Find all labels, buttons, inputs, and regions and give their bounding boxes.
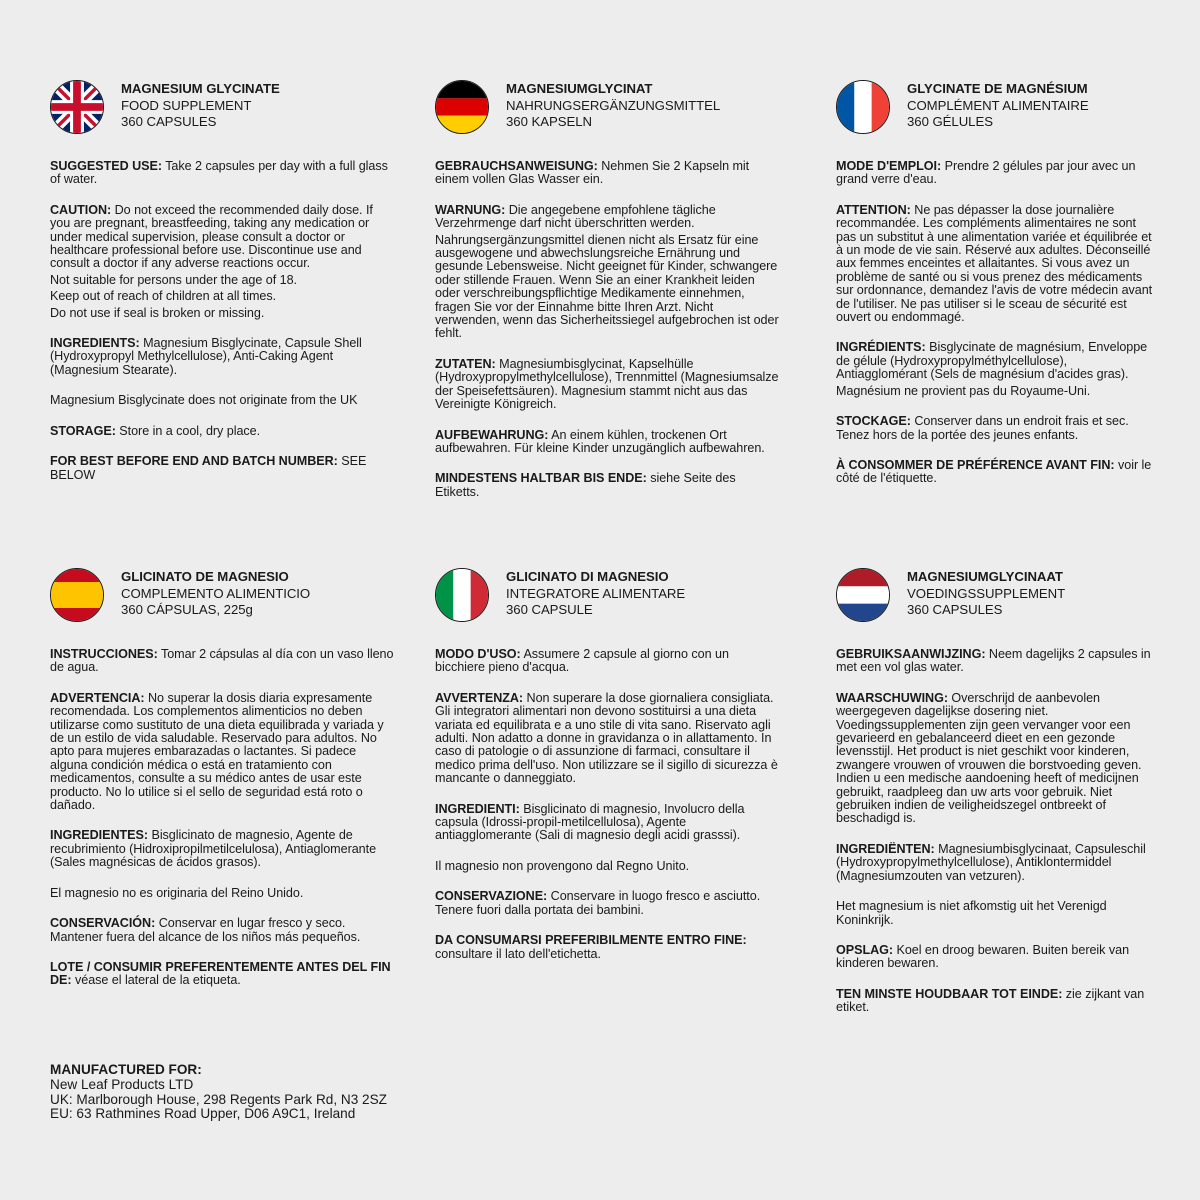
best-before-text: voir le côté de l'étiquette. [836,457,1152,486]
ingredients-label: INGREDIENTES: [50,828,149,843]
warning-section [836,692,1156,826]
germany-flag-icon [435,80,489,134]
storage-section [50,425,395,438]
usage-section [50,648,395,675]
origin-section [50,394,395,407]
best-before-section [50,455,395,482]
caution-seal-note: Do not use if seal is broken or missing. [50,305,265,320]
ingredients-label: INGREDIENTS: [50,336,140,351]
ingredients-label: INGREDIENTI: [435,801,520,816]
caution-label: CAUTION: [50,202,112,217]
storage-label: CONSERVAZIONE: [435,889,548,904]
best-before-label: FOR BEST BEFORE END AND BATCH NUMBER: [50,454,338,469]
ingredients-section [836,341,1156,398]
origin-section [836,900,1156,927]
warning-text-continued: Nahrungsergänzungsmittel dienen nicht als Ersatz für eine ausgewogene und abwechslungsreiche Ernährung und gesunde Lebensweise. Nicht geeignet für Kinder, schwangere oder stillende Frauen. Wenn Sie an einer Krankheit leiden oder verschreibungspflichtige Medikamente einnehmen, fragen Sie vor der Einnahme bitte Ihren Arzt. Nicht verwenden, wenn das Sicherheitssiegel aufgebrochen ist oder fehlt. [435,232,779,341]
usage-text: Nehmen Sie 2 Kapseln mit einem vollen Glas Wasser ein. [435,159,750,187]
product-quantity: 360 CAPSULES [121,114,217,129]
storage-text: Conserver dans un endroit frais et sec. Tenez hors de la portée des jeunes enfants. [836,414,1129,442]
ingredients-section [836,843,1156,883]
origin-section [435,860,780,873]
italy-flag-icon [435,568,489,622]
warning-text: Overschrijd de aanbevolen weergegeven dagelijkse dosering niet. Voedingssupplementen zijn geen vervanger voor een gevarieerd en gebalanceerd dieet en een gezonde levensstijl. Het product is niet geschikt voor kinderen, zwangere vrouwen of vrouwen die borstvoeding geven. Indien u een medische aandoening heeft of medicijnen gebruikt, raadpleeg dan uw arts voor gebruik. Niet gebruiken indien de veiligheidszegel ontbreekt of beschadigd is. [836,690,1142,826]
warning-label: WAARSCHUWING: [836,690,948,705]
product-type: NAHRUNGSERGÄNZUNGSMITTEL [506,97,721,113]
best-before-text: SEE BELOW [50,454,367,482]
ingredients-label: ZUTATEN: [435,356,496,371]
best-before-label: MINDESTENS HALTBAR BIS ENDE: [435,471,647,486]
storage-text: Store in a cool, dry place. [115,423,261,438]
storage-text: Conservar en lugar fresco y seco. Mantener fuera del alcance de los niños más pequeños. [50,916,361,944]
storage-label: CONSERVACIÓN: [50,916,156,931]
product-title: GLICINATO DE MAGNESIO [121,569,289,584]
caution-age-note: Not suitable for persons under the age of 18. [50,272,297,287]
usage-label: INSTRUCCIONES: [50,647,158,661]
storage-section [435,890,780,917]
warning-label: WARNUNG: [435,202,506,217]
storage-section [836,415,1156,442]
warning-section [836,204,1156,325]
ingredients-label: INGREDIËNTEN: [836,841,935,856]
best-before-text: zie zijkant van etiket. [836,986,1145,1015]
origin-text: Magnésium ne provient pas du Royaume-Uni. [836,383,1091,398]
usage-text: Take 2 capsules per day with a full glass of water. [50,159,388,187]
product-title: MAGNESIUMGLYCINAT [506,81,653,96]
best-before-label: DA CONSUMARSI PREFERIBILMENTE ENTRO FINE: [435,933,747,948]
ingredients-section [435,358,780,412]
panel-spanish [50,568,395,1005]
warning-label: ADVERTENCIA: [50,690,145,705]
best-before-section [50,961,395,988]
product-title: GLYCINATE DE MAGNÉSIUM [907,81,1088,96]
usage-section [836,160,1156,187]
usage-label: GEBRUIKSAANWIJZING: [836,647,986,661]
best-before-section [435,472,780,499]
ingredients-text: Bisglicinato di magnesio, Involucro della capsula (Idrossi-propil-metilcellulosa), Agente antiagglomerante (Sali di magnesio degli acidi grasssi). [435,801,745,843]
product-type: FOOD SUPPLEMENT [121,97,252,113]
panel-header [50,80,395,138]
warning-section [435,692,780,786]
product-quantity: 360 GÉLULES [907,114,993,129]
best-before-label: À CONSOMMER DE PRÉFÉRENCE AVANT FIN: [836,457,1115,472]
uk-flag-icon [50,80,104,134]
caution-text: Do not exceed the recommended daily dose. If you are pregnant, breastfeeding, taking any medication or under medical supervision, please consult a doctor or healthcare professional before use. Discontinue use and consult a doctor if any adverse reactions occur. [50,202,373,271]
panel-german [435,80,780,516]
storage-section [836,944,1156,971]
usage-section [836,648,1156,675]
best-before-section [836,988,1156,1015]
netherlands-flag-icon [836,568,890,622]
caution-section [50,204,395,320]
origin-text: Het magnesium is niet afkomstig uit het Verenigd Koninkrijk. [836,899,1107,927]
ingredients-text: Magnesium Bisglycinate, Capsule Shell (Hydroxypropyl Methylcellulose), Anti-Caking Agent (Magnesium Stearate). [50,336,362,377]
product-type: INTEGRATORE ALIMENTARE [506,585,686,601]
origin-section [50,887,395,900]
panel-header [50,568,395,626]
best-before-text: véase el lateral de la etiqueta. [71,973,241,988]
panel-dutch [836,568,1156,1032]
best-before-text: consultare il lato dell'etichetta. [435,946,601,961]
panel-italian [435,568,780,978]
caution-children-note: Keep out of reach of children at all times. [50,289,277,304]
best-before-label: TEN MINSTE HOUDBAAR TOT EINDE: [836,986,1063,1001]
origin-text: El magnesio no es originaria del Reino Unido. [50,885,304,900]
manufacturer-block [50,1063,387,1122]
product-title: MAGNESIUM GLYCINATE [121,81,280,96]
warning-text: No superar la dosis diaria expresamente recomendada. Los complementos alimenticios no deben utilizarse como sustituto de una dieta equilibrada y variada y de un estilo de vida saludable. Reservado para adultos. No apto para mujeres embarazadas o lactantes. Si padece alguna condición médica o está en tratamiento con medicamentos, consulte a su médico antes de usar este producto. No lo utilice si el sello de seguridad está roto o dañado. [50,690,384,813]
best-before-section [435,934,780,961]
product-quantity: 360 CAPSULE [506,602,593,617]
storage-label: STOCKAGE: [836,414,911,429]
storage-text: Koel en droog bewaren. Buiten bereik van kinderen bewaren. [836,942,1130,971]
panel-english [50,80,395,499]
warning-label: ATTENTION: [836,202,911,217]
usage-label: MODE D'EMPLOI: [836,159,942,173]
ingredients-label: INGRÉDIENTS: [836,340,926,355]
storage-label: OPSLAG: [836,942,894,957]
france-flag-icon [836,80,890,134]
product-title: MAGNESIUMGLYCINAAT [907,569,1063,584]
warning-section [50,692,395,813]
usage-text: Tomar 2 cápsulas al día con un vaso lleno de agua. [50,647,394,675]
usage-text: Assumere 2 capsule al giorno con un bicchiere pieno d'acqua. [435,647,729,675]
panel-header [435,568,780,626]
product-quantity: 360 CAPSULES [907,602,1003,617]
ingredients-section [50,337,395,377]
best-before-text: siehe Seite des Etiketts. [435,471,736,499]
ingredients-text: Bisglicinato de magnesio, Agente de recubrimiento (Hidroxipropilmetilcelulosa), Antiaglomerante (Sales magnésicas de ácidos grasos). [50,828,377,870]
usage-section [435,160,780,187]
manufacturer-label: MANUFACTURED FOR: [50,1062,202,1077]
usage-label: SUGGESTED USE: [50,159,162,173]
usage-section [50,160,395,187]
warning-text: Ne pas dépasser la dose journalière recommandée. Les compléments alimentaires ne sont pas un substitut à une alimentation variée et équilibrée et à un mode de vie sain. Réservé aux adultes. Déconseillé aux femmes enceintes et allaitantes. Si vous avez un problème de santé ou si vous prenez des médicaments sur ordonnance, demandez l'avis de votre médecin avant de l'utiliser. Ne pas utiliser si le sceau de sécurité est ouvert ou endommagé. [836,202,1153,325]
manufacturer-uk-address: UK: Marlborough House, 298 Regents Park Rd, N3 2SZ [50,1091,387,1107]
product-type: COMPLEMENTO ALIMENTICIO [121,585,311,601]
storage-section [435,429,780,456]
warning-section [435,204,780,341]
warning-text: Non superare la dose giornaliera consigliata. Gli integratori alimentari non devono sostituirsi a una dieta variata ed equilibrata e a uno stile di vita sano. Riservato agli adulti. Non adatto a donne in gravidanza o in allattamento. In caso di patologie o di assunzione di farmaci, consultare il medico prima dell'uso. Non utilizzare se il sigillo di sicurezza è mancante o danneggiato. [435,690,778,786]
ingredients-text: Magnesiumbisglycinaat, Capsuleschil (Hydroxypropylmethylcellulose), Antiklontermiddel (Magnesiumzouten van vetzuren). [836,841,1146,883]
warning-label: AVVERTENZA: [435,690,524,705]
product-type: VOEDINGSSUPPLEMENT [907,585,1066,601]
manufacturer-eu-address: EU: 63 Rathmines Road Upper, D06 A9C1, Ireland [50,1106,356,1122]
panel-header [836,80,1156,138]
origin-text: Magnesium Bisglycinate does not originate from the UK [50,393,358,408]
storage-label: STORAGE: [50,423,116,438]
panel-header [435,80,780,138]
best-before-section [836,459,1156,486]
origin-text: Il magnesio non provengono dal Regno Unito. [435,858,690,873]
panel-french [836,80,1156,503]
panel-header [836,568,1156,626]
usage-label: MODO D'USO: [435,647,521,661]
product-type: COMPLÉMENT ALIMENTAIRE [907,97,1089,113]
ingredients-text: Magnesiumbisglycinat, Kapselhülle (Hydroxypropylmethylcellulose), Trennmittel (Magnesiumsalze der Speisefettsäuren). Magnesium stammt nicht aus das Vereinigte Königreich. [435,356,779,412]
usage-text: Prendre 2 gélules par jour avec un grand verre d'eau. [836,159,1136,187]
storage-text: Conservare in luogo fresco e asciutto. Tenere fuori dalla portata dei bambini. [435,889,761,917]
best-before-label: LOTE / CONSUMIR PREFERENTEMENTE ANTES DEL FIN DE: [50,959,391,988]
storage-section [50,917,395,944]
manufacturer-name: New Leaf Products LTD [50,1076,194,1092]
warning-text: Die angegebene empfohlene tägliche Verzehrmenge darf nicht überschritten werden. [435,202,716,231]
spain-flag-icon [50,568,104,622]
ingredients-text: Bisglycinate de magnésium, Enveloppe de gélule (Hydroxypropylméthylcellulose), Antiagglomérant (Sels de magnésium d'acides gras). [836,340,1148,382]
ingredients-section [435,803,780,843]
storage-label: AUFBEWAHRUNG: [435,427,549,442]
usage-text: Neem dagelijks 2 capsules in met een vol glas water. [836,647,1151,675]
usage-label: GEBRAUCHSANWEISUNG: [435,159,598,173]
usage-section [435,648,780,675]
product-title: GLICINATO DI MAGNESIO [506,569,669,584]
ingredients-section [50,829,395,869]
product-quantity: 360 CÁPSULAS, 225g [121,602,253,617]
product-quantity: 360 KAPSELN [506,114,592,129]
storage-text: An einem kühlen, trockenen Ort aufbewahren. Für kleine Kinder unzugänglich aufbewahren. [435,427,765,455]
